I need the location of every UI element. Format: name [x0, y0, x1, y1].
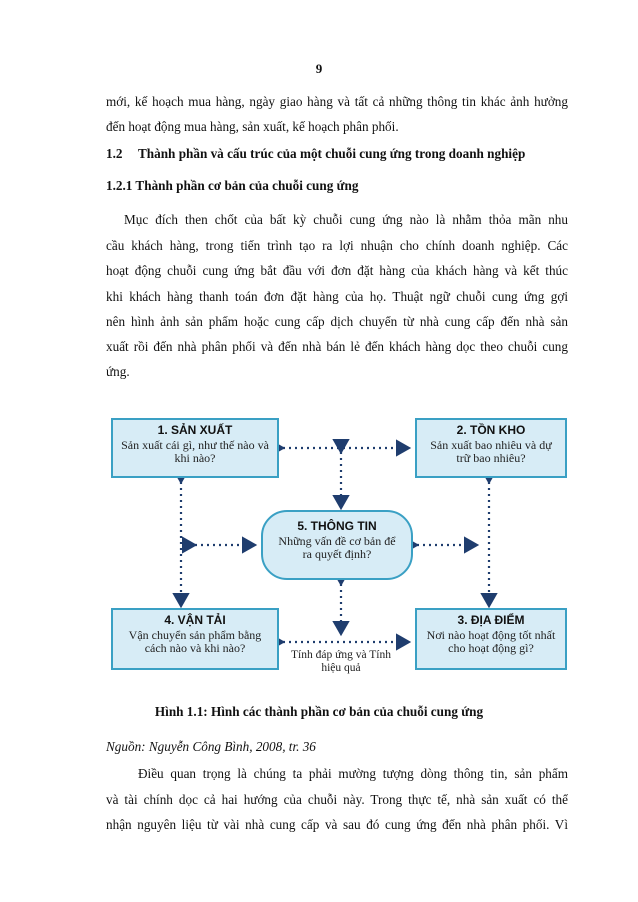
- node-information: [261, 510, 413, 580]
- node-location-title: 3. ĐỊA ĐIỂM: [457, 613, 525, 627]
- responsiveness-efficiency-label: Tính đáp ứng và Tính hiệu quả: [291, 649, 391, 674]
- node-inventory-title: 2. TỒN KHO: [456, 423, 526, 437]
- section-heading-1-2: [106, 146, 525, 162]
- subsection-heading-1-2-1: 1.2.1 Thành phần cơ bản của chuỗi cung ứng: [106, 178, 359, 193]
- para3-line2: và tài chính dọc cả hai hướng của chuỗi này. Trong thực tế, nhà sản xuất có thể: [106, 792, 568, 807]
- node-transport: [111, 608, 279, 670]
- section-title: Thành phần và cấu trúc của một chuỗi cung ứng trong doanh nghiệp: [138, 146, 526, 161]
- node-inventory-text: Sản xuất bao nhiêu và dự trữ bao nhiêu?: [430, 438, 552, 465]
- node-production-text: Sản xuất cái gì, như thế nào và khi nào?: [121, 438, 269, 465]
- figure-source: Nguồn: Nguyễn Công Bình, 2008, tr. 36: [106, 739, 316, 754]
- node-location: [415, 608, 567, 670]
- node-transport-title: 4. VẬN TẢI: [164, 613, 226, 627]
- page-number: 9: [315, 61, 323, 76]
- supply-chain-diagram: [105, 408, 572, 684]
- para2-line1: Mục đích then chốt của bất kỳ chuỗi cung ứng nào là nhằm thỏa mãn nhu: [124, 212, 568, 227]
- node-inventory: [415, 418, 567, 478]
- section-number: 1.2: [106, 146, 123, 161]
- para1-line2: đến hoạt động mua hàng, sản xuất, kế hoạch phân phối.: [106, 119, 399, 134]
- figure-caption: Hình 1.1: Hình các thành phần cơ bản của chuỗi cung ứng: [154, 704, 484, 719]
- para2-line7: ứng.: [106, 364, 130, 379]
- node-production-title: 1. SẢN XUẤT: [157, 423, 233, 437]
- para2-line5: nên hình ảnh sản phẩm hoặc cung cấp dịch chuyển từ nhà cung cấp đến nhà sản: [106, 314, 568, 329]
- para2-line4: khi khách hàng thanh toán đơn đặt hàng của họ. Thuật ngữ chuỗi cung ứng gợi: [106, 289, 568, 304]
- para3-line1: Điều quan trọng là chúng ta phải mường tượng dòng thông tin, sản phẩm: [138, 766, 568, 781]
- para2-line6: xuất rồi đến nhà phân phối và đến nhà bán lẻ đến khách hàng dọc theo chuỗi cung: [106, 339, 568, 354]
- para3-line3: nhận nguyên liệu từ vài nhà cung cấp và sau đó cung ứng đến nhà phân phối. Vì: [106, 817, 568, 832]
- node-transport-text: Vận chuyển sản phẩm bằng cách nào và khi nào?: [128, 628, 262, 655]
- node-information-title: 5. THÔNG TIN: [297, 519, 377, 533]
- para2-line3: hoạt động chuỗi cung ứng bắt đầu với đơn đặt hàng của khách hàng và kết thúc: [106, 263, 568, 278]
- para2-line2: cầu khách hàng, trong tiến trình tạo ra lợi nhuận cho chính doanh nghiệp. Các: [106, 238, 568, 253]
- node-production: [111, 418, 279, 478]
- node-location-text: Nơi nào hoạt động tốt nhất cho hoạt động gì?: [426, 628, 556, 655]
- para1-line1: mới, kế hoạch mua hàng, ngày giao hàng và tất cả những thông tin khác ảnh hưởng: [106, 94, 568, 109]
- node-information-text: Những vấn đề cơ bản để ra quyết định?: [278, 534, 396, 561]
